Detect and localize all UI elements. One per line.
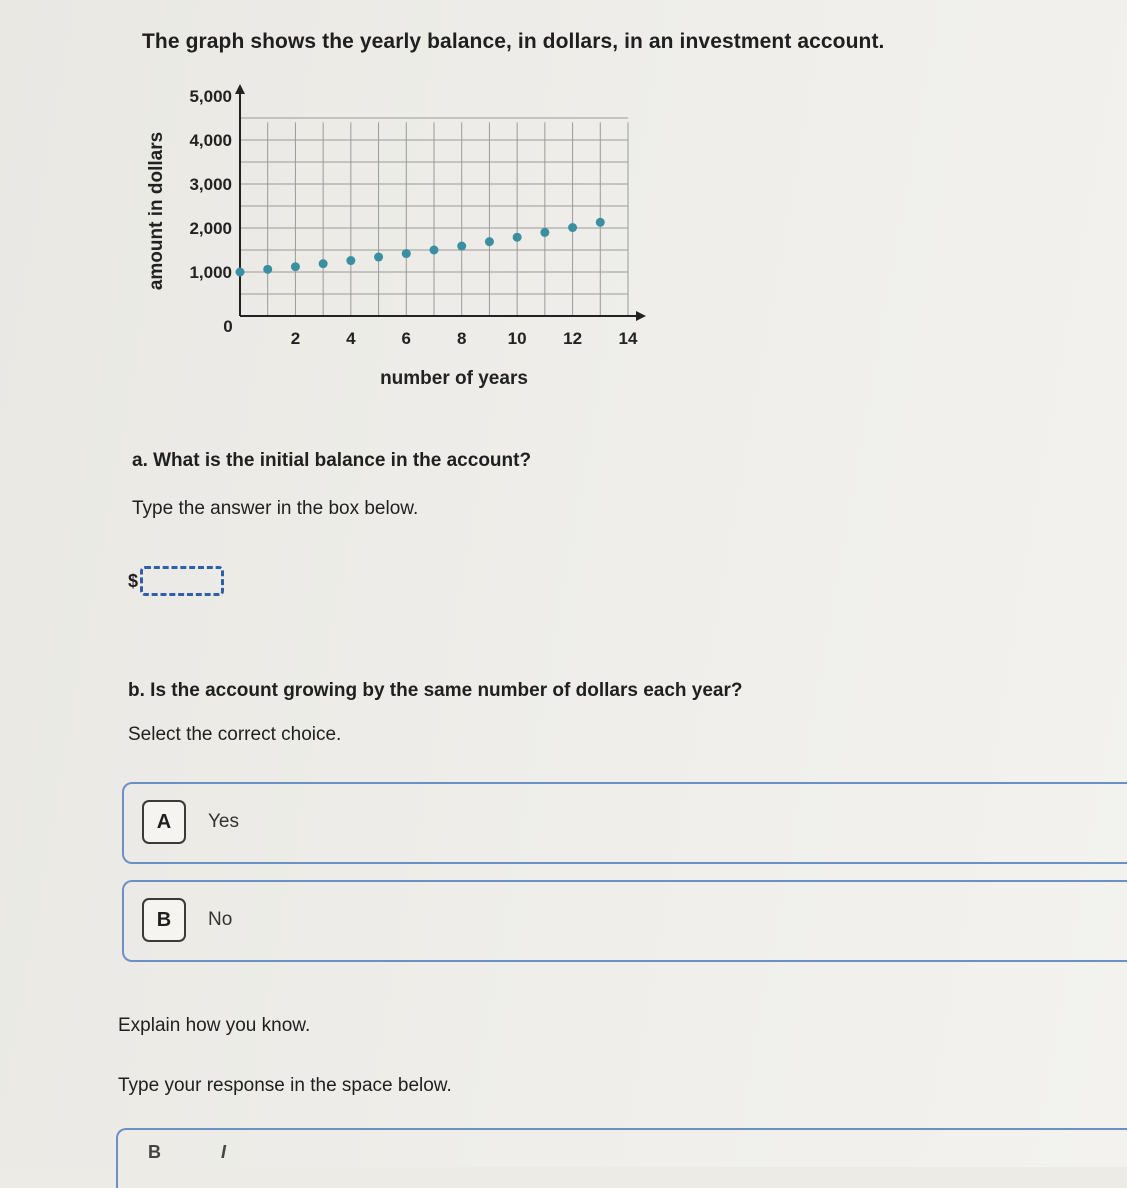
data-point	[402, 249, 411, 258]
x-axis-label: number of years	[380, 368, 528, 389]
explain-instruction: Type your response in the space below.	[118, 1075, 452, 1096]
question-b-instruction: Select the correct choice.	[128, 724, 342, 745]
y-tick-label: 1,000	[189, 263, 232, 282]
x-tick-label: 6	[401, 329, 412, 348]
x-tick-label: 12	[563, 329, 583, 348]
data-point	[596, 218, 605, 227]
answer-row	[128, 566, 224, 596]
y-tick-label: 2,000	[189, 219, 232, 238]
chart-svg	[140, 80, 670, 430]
data-point	[319, 259, 328, 268]
data-point	[374, 253, 383, 262]
data-point	[430, 246, 439, 255]
format-toolbar	[148, 1142, 226, 1163]
data-point	[568, 223, 577, 232]
x-tick-label: 8	[456, 329, 467, 348]
balance-chart	[140, 80, 670, 430]
data-point	[346, 256, 355, 265]
x-tick-label: 4	[346, 329, 356, 348]
x-tick-label: 2	[290, 329, 301, 348]
question-a-prompt: a. What is the initial balance in the account?	[132, 450, 532, 471]
data-point	[540, 228, 549, 237]
question-a-instruction: Type the answer in the box below.	[132, 498, 419, 519]
initial-balance-input[interactable]	[140, 566, 224, 596]
choice-b-letter: B	[142, 898, 186, 942]
response-textbox[interactable]	[116, 1128, 1127, 1188]
data-point	[513, 233, 522, 242]
y-axis-arrow	[235, 84, 245, 94]
origin-label: 0	[223, 317, 233, 336]
y-tick-label: 5,000	[189, 87, 232, 106]
y-tick-label: 4,000	[189, 131, 232, 150]
x-tick-label: 10	[507, 329, 527, 348]
choice-a[interactable]	[122, 782, 1127, 864]
choice-b-label: No	[208, 909, 233, 930]
x-axis-arrow	[636, 311, 646, 321]
currency-symbol: $	[128, 570, 139, 591]
y-tick-label: 3,000	[189, 175, 232, 194]
italic-button[interactable]: I	[221, 1142, 227, 1162]
data-point	[236, 268, 245, 277]
intro-text: The graph shows the yearly balance, in dollars, in an investment account.	[142, 30, 885, 53]
data-point	[457, 242, 466, 251]
data-point	[291, 262, 300, 271]
question-b-prompt: b. Is the account growing by the same number of dollars each year?	[128, 680, 743, 701]
choice-a-label: Yes	[208, 811, 239, 832]
y-axis-label: amount in dollars	[146, 131, 167, 291]
data-point	[263, 265, 272, 274]
bold-button[interactable]: B	[148, 1142, 161, 1162]
choice-a-letter: A	[142, 800, 186, 844]
x-tick-label: 14	[618, 329, 638, 348]
data-point	[485, 237, 494, 246]
explain-prompt: Explain how you know.	[118, 1015, 311, 1036]
choice-b[interactable]	[122, 880, 1127, 962]
